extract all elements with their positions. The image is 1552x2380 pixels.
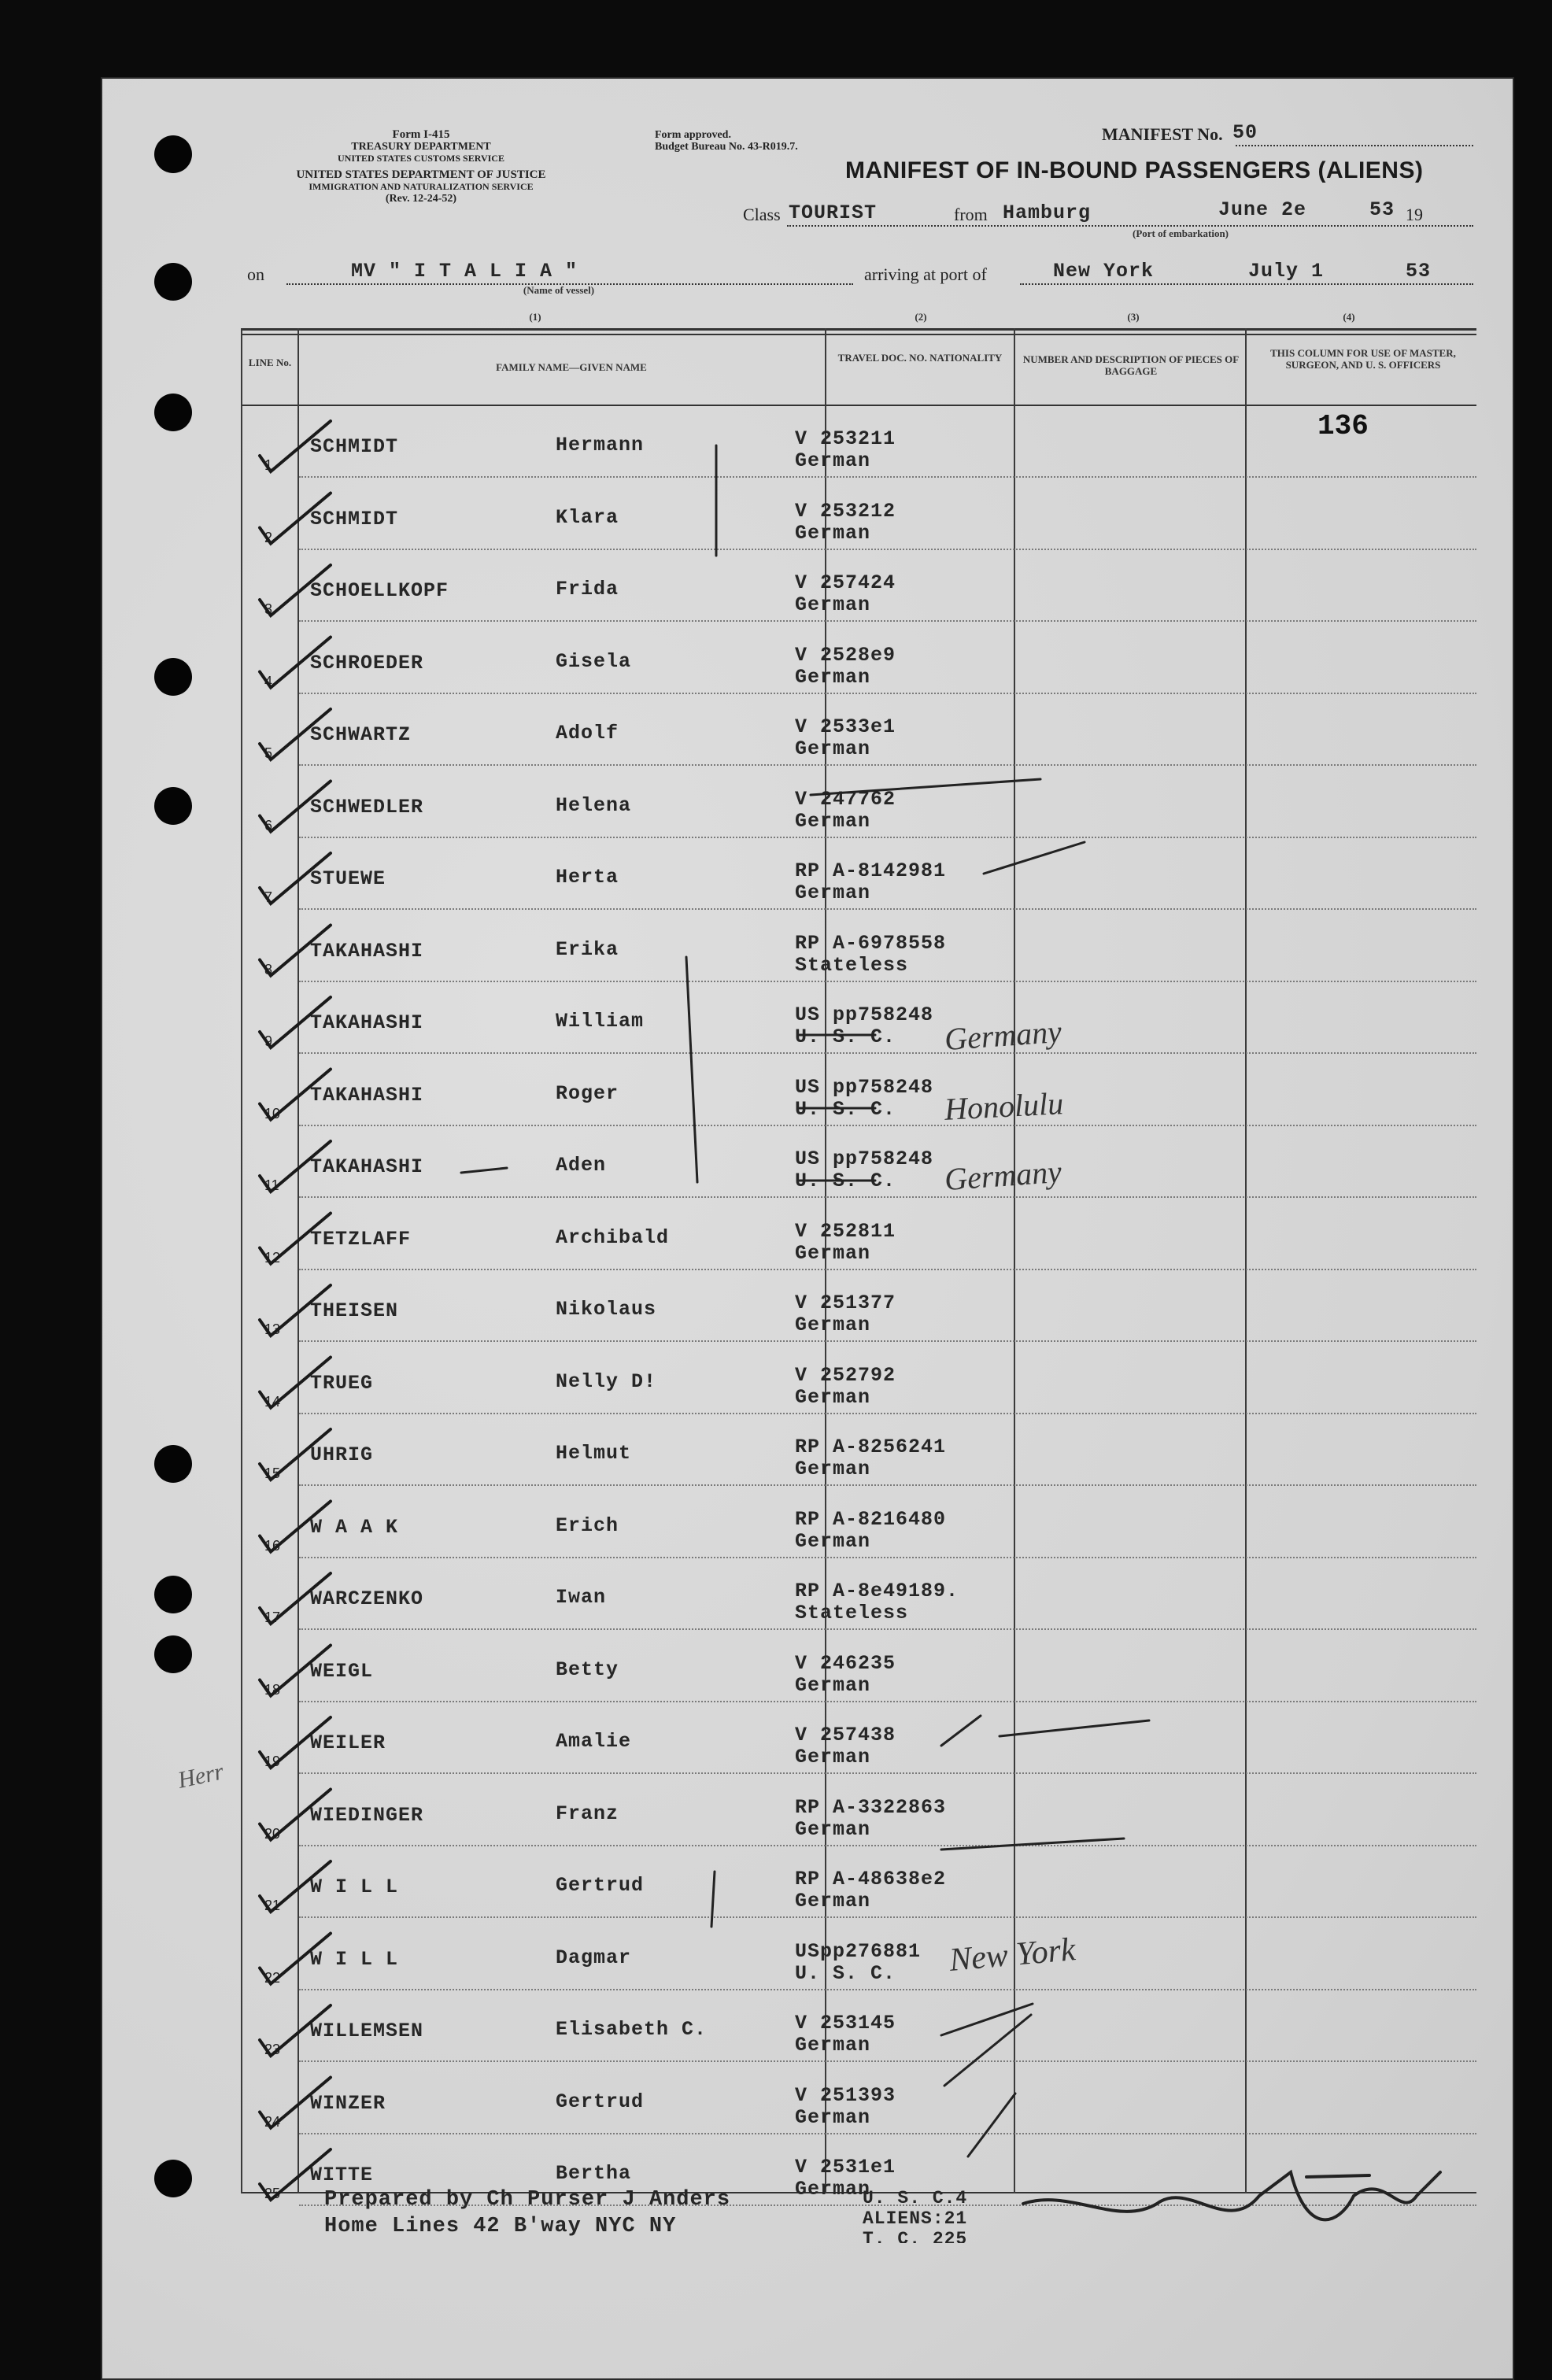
line-number: 6 [264, 817, 273, 833]
travel-doc: V 246235 [795, 1651, 896, 1675]
nationality: German [795, 665, 871, 689]
line-number: 7 [264, 889, 273, 905]
family-name: SCHOELLKOPF [310, 579, 449, 602]
check-mark [260, 1070, 331, 1120]
check-mark [260, 709, 331, 759]
nationality: German [795, 2105, 871, 2129]
officer-count: 136 [1317, 410, 1369, 442]
given-name: Nelly D! [556, 1369, 657, 1393]
check-mark [260, 1502, 331, 1552]
signature [1023, 2172, 1440, 2219]
travel-doc: RP A-8256241 [795, 1436, 947, 1458]
line-number: 15 [264, 1465, 281, 1481]
family-name: TETZLAFF [310, 1227, 412, 1251]
arrival-date: July 1 [1248, 260, 1325, 283]
travel-doc: RP A-3322863 [795, 1795, 947, 1819]
family-name: SCHWEDLER [310, 795, 424, 819]
given-name: Betty [556, 1658, 619, 1681]
handwritten-note: Germany [943, 1153, 1063, 1198]
nationality: German [795, 1890, 871, 1913]
family-name: SCHMIDT [310, 507, 399, 530]
col2-number: (2) [915, 311, 927, 323]
given-name: Helmut [556, 1442, 632, 1465]
given-name: Elisabeth C. [556, 2018, 708, 2041]
check-mark [260, 1790, 331, 1840]
strike-mark [968, 2094, 1015, 2156]
customs-label: UNITED STATES CUSTOMS SERVICE [338, 153, 504, 164]
port-caption: (Port of embarkation) [1132, 227, 1229, 239]
travel-doc: V 2528e9 [795, 643, 896, 667]
family-name: WEIGL [310, 1659, 374, 1683]
travel-doc: V 251377 [795, 1292, 896, 1314]
line-number: 25 [264, 2186, 281, 2201]
check-mark [260, 1214, 331, 1264]
line-number: 21 [264, 1898, 281, 1913]
nationality: German [795, 1314, 871, 1336]
revision-label: (Rev. 12-24-52) [385, 193, 457, 205]
given-name: Amalie [556, 1730, 632, 1753]
vessel-name: MV " I T A L I A " [351, 260, 578, 283]
line-number: 14 [264, 1393, 281, 1410]
strike-mark [1000, 1720, 1149, 1736]
handwritten-note: Germany [943, 1013, 1063, 1058]
nationality: U. S. C. [795, 1097, 896, 1121]
nationality: U. S. C. [795, 1026, 896, 1048]
arriving-label: arriving at port of [864, 264, 987, 284]
strike-mark [944, 2015, 1031, 2086]
signature [1306, 2175, 1369, 2177]
family-name: THEISEN [310, 1299, 399, 1322]
given-name: Erika [556, 937, 619, 961]
nationality: German [795, 1241, 871, 1265]
travel-doc: RP A-8e49189. [795, 1580, 959, 1602]
handwritten-note: Honolulu [943, 1085, 1065, 1127]
check-mark [260, 1285, 331, 1336]
manifest-no-value: 50 [1232, 121, 1258, 144]
travel-doc: V 253145 [795, 2012, 896, 2034]
col3-number: (3) [1127, 311, 1140, 323]
nationality: Stateless [795, 953, 909, 977]
check-mark [260, 1573, 331, 1624]
given-name: Bertha [556, 2162, 632, 2185]
family-name: TAKAHASHI [310, 1155, 424, 1178]
family-name: W I L L [310, 1947, 399, 1971]
travel-doc: US pp758248 [795, 1148, 934, 1170]
family-name: SCHROEDER [310, 651, 424, 674]
given-name: William [556, 1010, 645, 1033]
arrival-year: 53 [1406, 260, 1432, 283]
check-mark [260, 1861, 331, 1912]
form-number: Form I-415 [392, 128, 450, 141]
strike-mark [811, 779, 1040, 795]
total-usc: U. S. C.4 [863, 2188, 968, 2208]
nationality: German [795, 449, 871, 472]
travel-doc: V 257424 [795, 571, 896, 594]
check-mark [260, 1934, 331, 1984]
travel-doc: V 253212 [795, 499, 896, 523]
line-number: 5 [264, 745, 273, 761]
on-label: on [247, 264, 264, 284]
family-name: W I L L [310, 1876, 399, 1898]
budget-bureau: Budget Bureau No. 43-R019.7. [655, 141, 798, 153]
family-name: SCHWARTZ [310, 723, 412, 746]
approval-text: Form approved. [655, 129, 731, 141]
line-number: 23 [264, 2042, 281, 2057]
check-mark [260, 2078, 331, 2128]
given-name: Adolf [556, 722, 619, 745]
from-label: from [954, 205, 988, 224]
bracket-mark [711, 1872, 715, 1927]
travel-doc: V 252811 [795, 1219, 896, 1243]
class-value: TOURIST [789, 201, 878, 224]
line-number: 22 [264, 1969, 281, 1986]
line-number: 10 [264, 1105, 281, 1122]
given-name: Frida [556, 578, 619, 601]
family-name: WEILER [310, 1731, 386, 1754]
col-header-baggage: NUMBER AND DESCRIPTION OF PIECES OF BAGGAGE [1022, 353, 1240, 377]
family-name: WIEDINGER [310, 1803, 424, 1827]
departure-year-label: 19 [1406, 205, 1423, 224]
travel-doc: V 251393 [795, 2083, 896, 2107]
travel-doc: RP A-6978558 [795, 931, 947, 955]
nationality: German [795, 593, 871, 616]
given-name: Roger [556, 1081, 619, 1105]
strike-mark [984, 842, 1085, 874]
line-number: 11 [264, 1177, 279, 1193]
check-mark [260, 565, 331, 615]
strike-mark [941, 1839, 1124, 1850]
nationality: U. S. C. [795, 1961, 896, 1985]
nationality: German [795, 737, 871, 760]
line-number: 17 [264, 1609, 281, 1625]
check-mark [260, 1141, 331, 1192]
travel-doc: RP A-48638e2 [795, 1868, 947, 1890]
handwritten-note: New York [948, 1931, 1077, 1979]
bracket-mark [686, 957, 697, 1182]
col-header-name: FAMILY NAME—GIVEN NAME [496, 361, 647, 373]
check-mark [260, 2005, 331, 2056]
line-number: 3 [264, 601, 273, 617]
line-number: 20 [264, 1825, 281, 1842]
nationality: German [795, 2178, 871, 2201]
col-header-travel: TRAVEL DOC. NO. NATIONALITY [837, 352, 1003, 364]
nationality: Stateless [795, 1602, 909, 1624]
check-mark [260, 493, 331, 544]
given-name: Klara [556, 505, 619, 529]
line-number: 4 [264, 673, 273, 689]
given-name: Aden [556, 1154, 607, 1177]
nationality: German [795, 881, 871, 904]
family-name: WARCZENKO [310, 1587, 424, 1610]
line-number: 8 [264, 961, 273, 978]
nationality: German [795, 521, 871, 545]
line-number: 13 [264, 1321, 281, 1337]
line-address: Home Lines 42 B'way NYC NY [324, 2215, 677, 2238]
family-name: TRUEG [310, 1371, 374, 1395]
family-name: TAKAHASHI [310, 1083, 424, 1107]
family-name: WILLEMSEN [310, 2020, 424, 2042]
given-name: Gisela [556, 649, 632, 673]
col-header-line-no: LINE No. [248, 357, 292, 368]
page-title: MANIFEST OF IN-BOUND PASSENGERS (ALIENS) [845, 157, 1424, 183]
nationality: German [795, 1817, 871, 1841]
family-name: SCHMIDT [310, 435, 399, 458]
family-name: WINZER [310, 2091, 386, 2115]
col1-number: (1) [529, 311, 541, 323]
departure-date: June 2e [1218, 198, 1307, 221]
total-tc: T. C. 225 [863, 2229, 968, 2243]
nationality: U. S. C. [795, 1170, 896, 1192]
given-name: Gertrud [556, 1874, 645, 1897]
arrival-port: New York [1053, 260, 1155, 283]
line-number: 24 [264, 2113, 281, 2130]
nationality: German [795, 2034, 871, 2057]
check-mark [260, 2149, 331, 2200]
line-number: 2 [264, 529, 273, 545]
nationality: German [795, 1746, 871, 1768]
check-mark [260, 782, 331, 832]
nationality: German [795, 1458, 871, 1480]
travel-doc: RP A-8216480 [795, 1507, 947, 1531]
given-name: Erich [556, 1513, 619, 1537]
family-name: TAKAHASHI [310, 939, 424, 963]
line-number: 12 [264, 1249, 281, 1266]
family-name: W A A K [310, 1515, 399, 1539]
family-name: TAKAHASHI [310, 1011, 424, 1034]
check-mark [260, 926, 331, 976]
class-label: Class [743, 205, 781, 224]
check-mark [260, 421, 331, 471]
justice-label: UNITED STATES DEPARTMENT OF JUSTICE [296, 168, 546, 181]
prepared-by: Prepared by Ch Purser J Anders [324, 2188, 731, 2212]
travel-doc: USpp276881 [795, 1939, 922, 1963]
travel-doc: V 252792 [795, 1363, 896, 1387]
travel-doc: V 2533e1 [795, 715, 896, 738]
check-mark [260, 997, 331, 1048]
given-name: Gertrud [556, 2090, 645, 2113]
col4-number: (4) [1343, 311, 1355, 323]
travel-doc: US pp758248 [795, 1075, 934, 1099]
nationality: German [795, 1529, 871, 1553]
given-name: Franz [556, 1802, 619, 1825]
departure-year: 53 [1369, 198, 1395, 221]
col-header-officers: THIS COLUMN FOR USE OF MASTER, SURGEON, AND U. S. OFFICERS [1270, 347, 1456, 371]
manifest-no-label: MANIFEST No. [1102, 124, 1223, 144]
given-name: Archibald [556, 1225, 670, 1249]
given-name: Helena [556, 793, 632, 817]
strike-mark [941, 1716, 981, 1746]
line-number: 19 [264, 1754, 281, 1769]
total-aliens: ALIENS:21 [863, 2208, 968, 2229]
family-name: STUEWE [310, 867, 386, 890]
nationality: German [795, 1385, 871, 1409]
nationality: German [795, 809, 871, 833]
given-name: Iwan [556, 1586, 607, 1609]
check-mark [260, 1646, 331, 1696]
travel-doc: V 247762 [795, 787, 896, 811]
check-mark [260, 853, 331, 904]
line-number: 1 [264, 457, 273, 473]
travel-doc: V 253211 [795, 427, 896, 450]
line-number: 16 [264, 1537, 281, 1554]
check-mark [260, 638, 331, 688]
bracket-mark [984, 293, 1015, 296]
check-mark [260, 1717, 331, 1768]
handwritten-note: Herr [176, 1758, 227, 1794]
given-name: Herta [556, 866, 619, 889]
check-mark [260, 1429, 331, 1480]
strike-mark [941, 2004, 1033, 2035]
check-mark [260, 1358, 331, 1408]
travel-doc: V 2531e1 [795, 2156, 896, 2179]
strike-mark [461, 1168, 507, 1173]
from-value: Hamburg [1003, 201, 1092, 224]
given-name: Hermann [556, 434, 645, 456]
family-name: UHRIG [310, 1443, 374, 1466]
travel-doc: US pp758248 [795, 1003, 934, 1026]
nationality: German [795, 1673, 871, 1697]
travel-doc: V 257438 [795, 1724, 896, 1746]
line-number: 9 [264, 1033, 273, 1049]
given-name: Nikolaus [556, 1298, 657, 1321]
treasury-label: TREASURY DEPARTMENT [351, 141, 491, 153]
travel-doc: RP A-8142981 [795, 859, 947, 882]
vessel-caption: (Name of vessel) [523, 284, 595, 296]
ins-label: IMMIGRATION AND NATURALIZATION SERVICE [309, 181, 534, 192]
line-number: 18 [264, 1681, 281, 1698]
given-name: Dagmar [556, 1946, 632, 1969]
family-name: WITTE [310, 2164, 374, 2186]
